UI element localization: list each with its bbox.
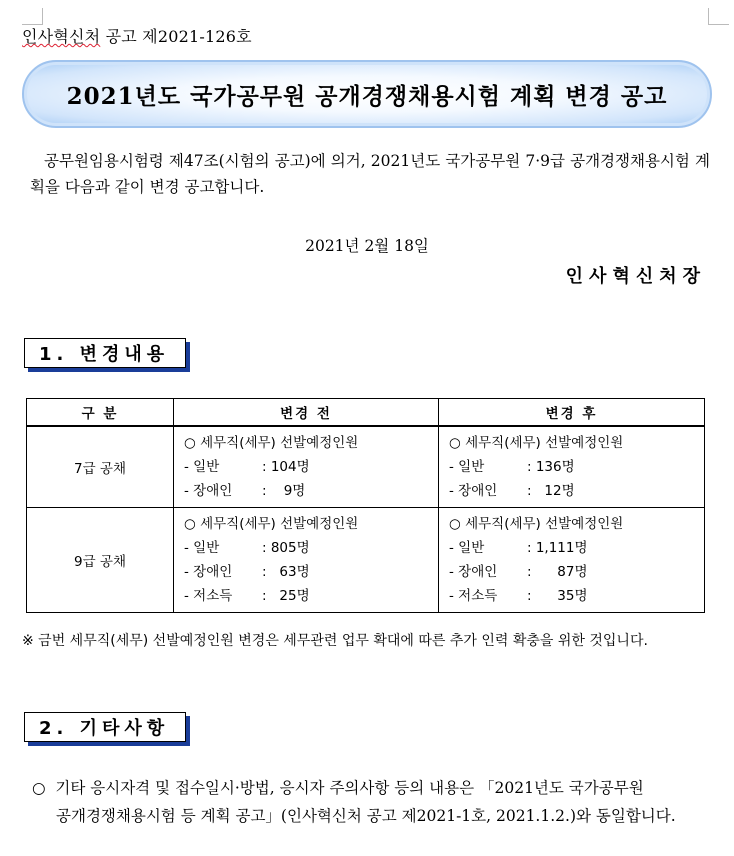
change-table <box>26 398 705 613</box>
cell-item <box>449 560 696 584</box>
header-after: 변경 후 <box>439 399 705 427</box>
item-value: : 805명 <box>262 540 310 556</box>
item-label: - 일반 <box>184 540 220 556</box>
item-label: - 장애인 <box>449 483 498 499</box>
cell-title: ○ 세무직(세무) 선발예정인원 <box>449 435 624 451</box>
section-1-heading: 1. 변경내용 <box>24 338 186 368</box>
table-footnote: ※ 금번 세무직(세무) 선발예정인원 변경은 세무관련 업무 확대에 따른 추가 인력 확충을 위한 것입니다. <box>22 633 648 649</box>
page-corner-mark-right <box>708 8 729 25</box>
cell-title: ○ 세무직(세무) 선발예정인원 <box>184 516 359 532</box>
cell-item <box>449 455 696 479</box>
item-value: : 136명 <box>527 459 575 475</box>
item-value: : 87명 <box>527 564 588 580</box>
after-cell <box>439 508 705 613</box>
table-row <box>27 508 705 613</box>
after-cell <box>439 426 705 508</box>
other-matters-paragraph <box>32 774 712 830</box>
before-cell <box>174 426 439 508</box>
before-cell <box>174 508 439 613</box>
item-label: - 일반 <box>449 459 485 475</box>
header-before: 변경 전 <box>174 399 439 427</box>
item-label: - 저소득 <box>449 588 498 604</box>
notice-issuer: 인사혁신처 <box>22 27 101 46</box>
intro-text: 공무원임용시험령 제47조(시험의 공고)에 의거, 2021년도 국가공무원 7·9급 공개경쟁채용시험 계획을 다음과 같이 변경 공고합니다. <box>30 152 710 196</box>
cell-item <box>449 479 696 503</box>
cell-item <box>184 584 430 608</box>
item-label: - 일반 <box>449 540 485 556</box>
item-label: - 장애인 <box>449 564 498 580</box>
notice-number-rest: 공고 제2021-126호 <box>100 27 252 46</box>
item-value: : 1,111명 <box>527 540 588 556</box>
cell-item <box>184 560 430 584</box>
item-label: - 일반 <box>184 459 220 475</box>
category-cell: 7급 공채 <box>27 426 174 508</box>
signer: 인사혁신처장 <box>565 266 706 287</box>
item-label: - 장애인 <box>184 564 233 580</box>
table-row <box>27 426 705 508</box>
section-2-heading: 2. 기타사항 <box>24 712 186 742</box>
other-line-1 <box>32 774 712 802</box>
item-value: : 25명 <box>262 588 310 604</box>
item-value: : 12명 <box>527 483 575 499</box>
intro-paragraph <box>30 148 710 200</box>
notice-number <box>22 24 252 47</box>
cell-title: ○ 세무직(세무) 선발예정인원 <box>184 435 359 451</box>
page-corner-mark-left <box>22 8 43 25</box>
other-line-2: 공개경쟁채용시험 등 계획 공고」(인사혁신처 공고 제2021-1호, 2021.1.2.)와 동일합니다. <box>56 807 676 825</box>
item-value: : 9명 <box>262 483 306 499</box>
item-value: : 104명 <box>262 459 310 475</box>
page-title: 2021년도 국가공무원 공개경쟁채용시험 계획 변경 공고 <box>66 82 668 110</box>
bullet-circle: ○ <box>32 779 46 797</box>
cell-item <box>449 584 696 608</box>
notice-date: 2021년 2월 18일 <box>305 237 429 255</box>
header-category: 구 분 <box>27 399 174 427</box>
table-header-row <box>27 399 705 427</box>
item-value: : 63명 <box>262 564 310 580</box>
cell-item <box>184 479 430 503</box>
item-label: - 저소득 <box>184 588 233 604</box>
other-text-1: 기타 응시자격 및 접수일시·방법, 응시자 주의사항 등의 내용은 「2021년도 국가공무원 <box>55 779 644 797</box>
cell-item <box>184 536 430 560</box>
item-value: : 35명 <box>527 588 588 604</box>
cell-item <box>184 455 430 479</box>
cell-item <box>449 536 696 560</box>
category-cell: 9급 공채 <box>27 508 174 613</box>
cell-title: ○ 세무직(세무) 선발예정인원 <box>449 516 624 532</box>
item-label: - 장애인 <box>184 483 233 499</box>
title-banner <box>22 60 712 128</box>
